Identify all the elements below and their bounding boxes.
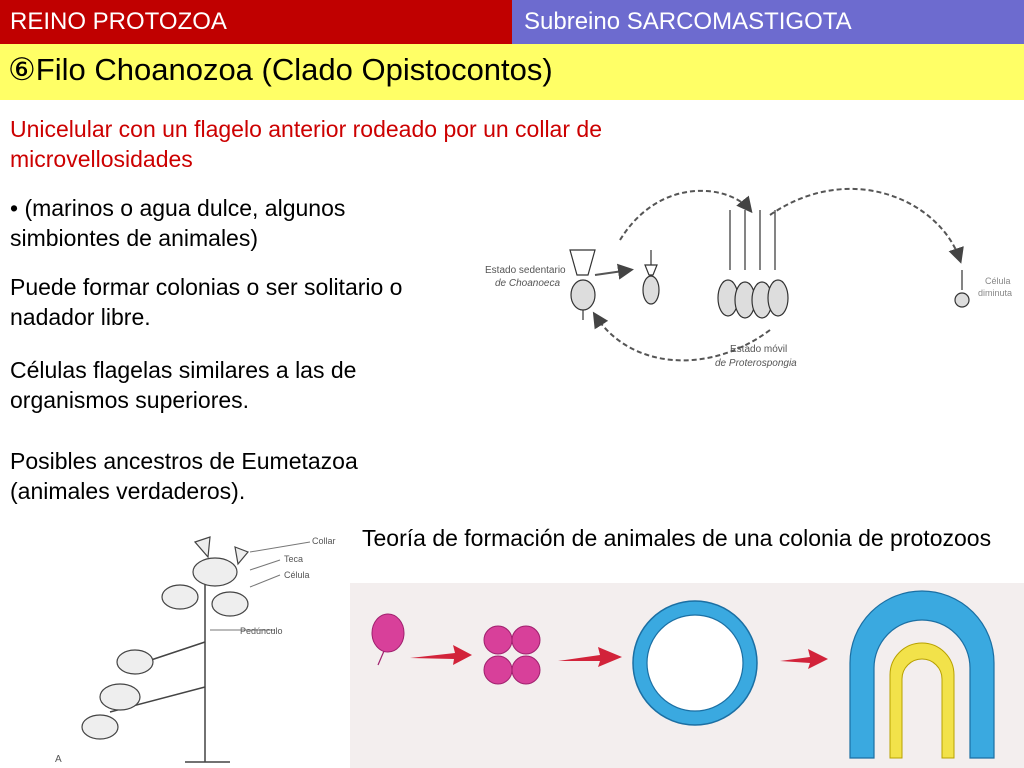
lower-cell-cluster bbox=[82, 650, 153, 739]
tiny-cell-label-2: diminuta bbox=[978, 288, 1013, 298]
kingdom-label: REINO PROTOZOA bbox=[10, 8, 227, 35]
slide-title: ⑥Filo Choanozoa (Clado Opistocontos) bbox=[8, 52, 553, 87]
definition-text: Unicelular con un flagelo anterior rodeado por un collar de microvellosidades bbox=[10, 116, 602, 172]
motile-label-1: Estado móvil bbox=[730, 344, 788, 355]
ancestors-text: Posibles ancestros de Eumetazoa (animales verdaderos). bbox=[10, 448, 358, 504]
sessile-label-2: de Choanoeca bbox=[495, 278, 561, 289]
peduncle-label: Pedúnculo bbox=[240, 626, 283, 636]
panel-label: A bbox=[55, 754, 62, 765]
cycle-arrow-right bbox=[770, 189, 960, 260]
motile-label-2: de Proterospongia bbox=[715, 358, 797, 369]
tiny-cell-label-1: Célula bbox=[985, 276, 1011, 286]
theca-label: Teca bbox=[284, 554, 304, 564]
colonies-text: Puede formar colonias o ser solitario o nadador libre. bbox=[10, 274, 403, 330]
stalked-colony-diagram bbox=[50, 512, 340, 768]
habitat-text: • (marinos o agua dulce, algunos simbiontes de animales) bbox=[10, 195, 346, 251]
theory-text: Teoría de formación de animales de una colonia de protozoos bbox=[362, 525, 992, 551]
cycle-arrow-small bbox=[595, 270, 630, 275]
cells-text: Células flagelas similares a las de organismos superiores. bbox=[10, 357, 357, 413]
tiny-cell-icon bbox=[955, 270, 969, 307]
colony-theory-diagram bbox=[350, 583, 1024, 768]
blastula-icon bbox=[633, 601, 757, 725]
proterospongia-colony-icon bbox=[718, 210, 788, 318]
choanoeca-cell-icon bbox=[570, 250, 659, 320]
life-cycle-diagram bbox=[470, 180, 1024, 380]
collar-label: Collar bbox=[312, 536, 336, 546]
subkingdom-label: Subreino SARCOMASTIGOTA bbox=[524, 8, 852, 35]
sessile-label-1: Estado sedentario bbox=[485, 265, 566, 276]
cell-label: Célula bbox=[284, 570, 310, 580]
